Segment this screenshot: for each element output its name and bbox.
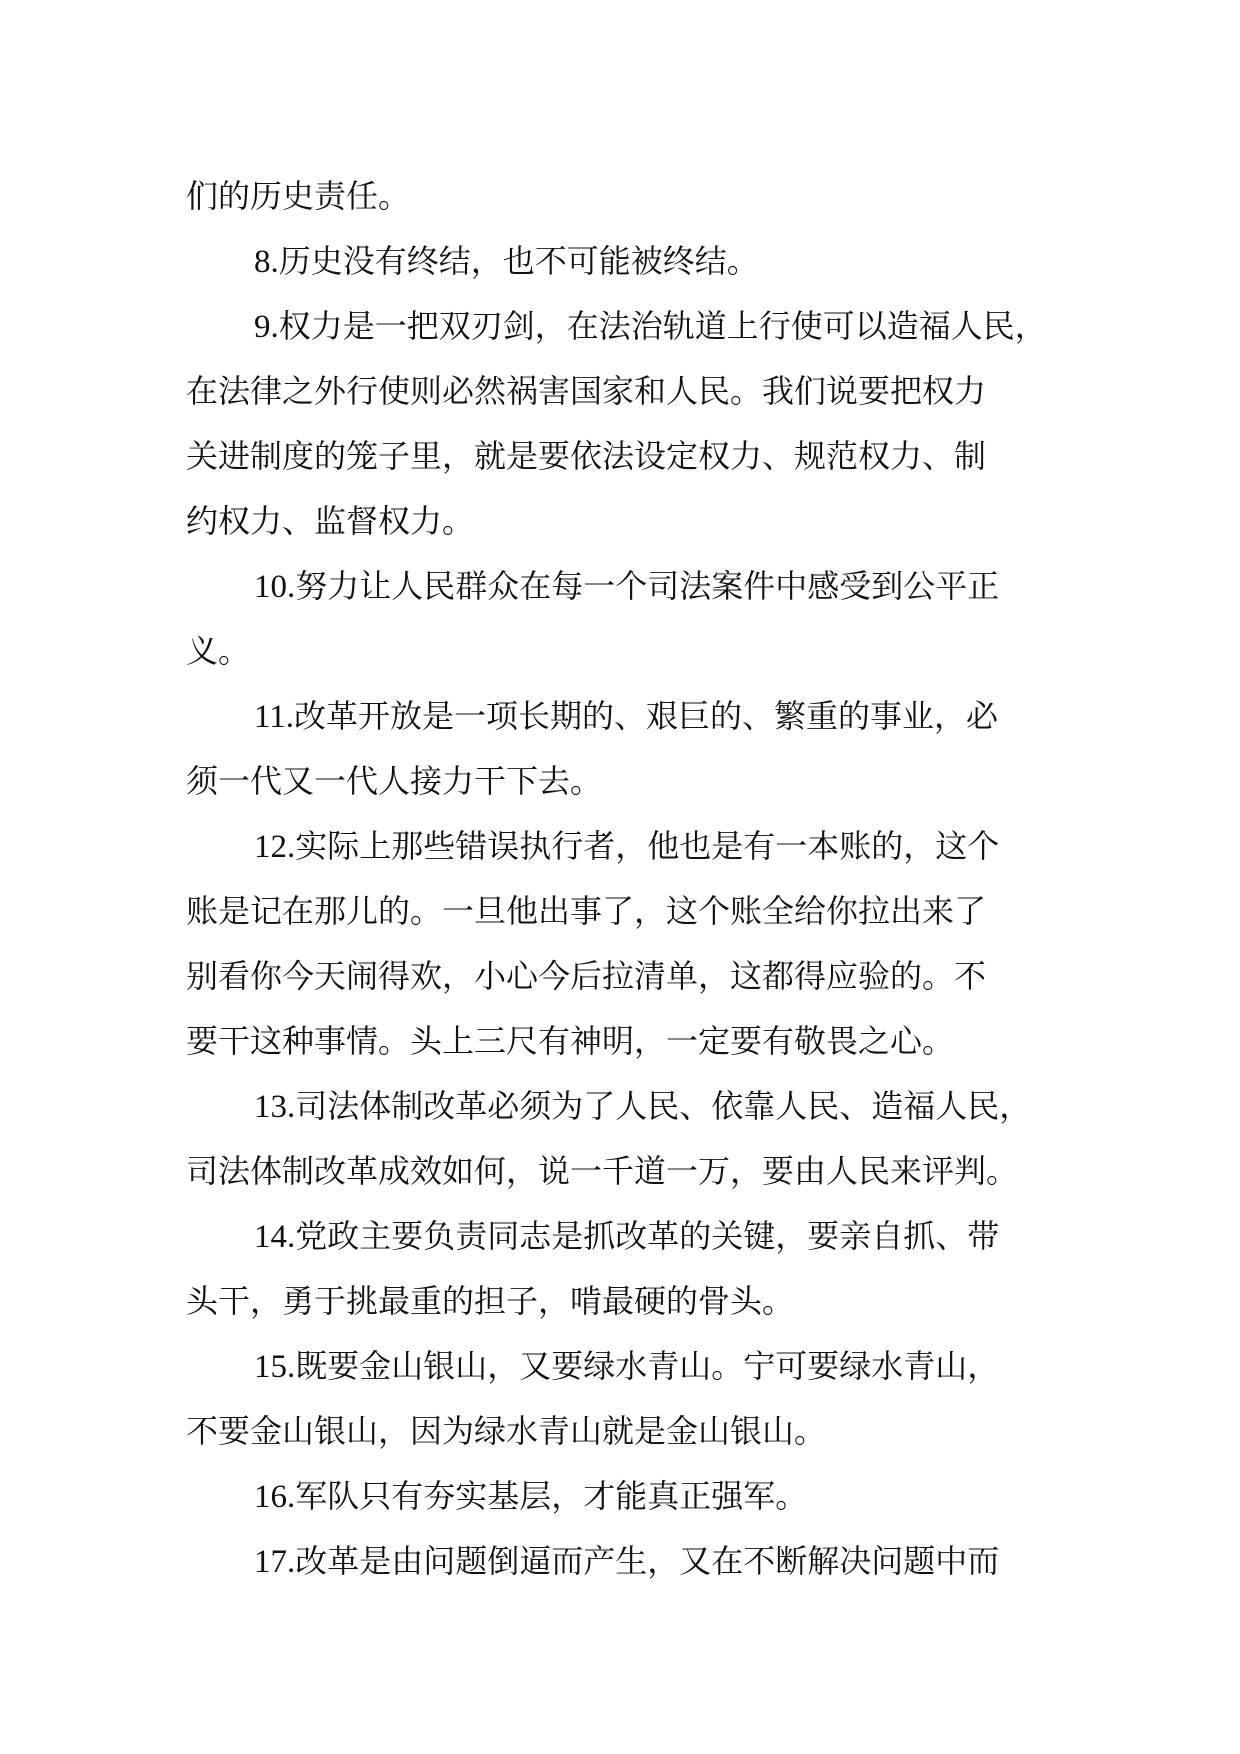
line-text: 在法律之外行使则必然祸害国家和人民。我们说要把权力 [186, 372, 987, 410]
text-line [186, 1204, 1092, 1269]
line-text: 义。 [186, 632, 251, 670]
item-number: 10. [254, 569, 296, 605]
text-line [186, 749, 1092, 814]
text-line [186, 619, 1092, 684]
text-line [186, 424, 1092, 489]
line-text: 们的历史责任。 [186, 177, 411, 215]
text-line [186, 944, 1092, 1009]
item-number: 9. [254, 309, 279, 345]
text-line [186, 879, 1092, 944]
line-text: 党政主要负责同志是抓改革的关键，要亲自抓、带 [295, 1217, 1000, 1255]
line-text: 司法体制改革必须为了人民、依靠人民、造福人民， [295, 1087, 1032, 1125]
text-line [186, 1139, 1092, 1204]
item-number: 15. [254, 1349, 296, 1385]
line-text: 既要金山银山，又要绿水青山。宁可要绿水青山， [295, 1347, 1000, 1385]
item-number: 12. [254, 829, 296, 865]
line-text: 约权力、监督权力。 [186, 502, 475, 540]
item-number: 16. [254, 1479, 296, 1515]
text-line [186, 1399, 1092, 1464]
text-line [186, 1009, 1092, 1074]
item-number: 8. [254, 244, 279, 280]
text-line [186, 1074, 1092, 1139]
line-text: 权力是一把双刃剑，在法治轨道上行使可以造福人民， [278, 307, 1047, 345]
text-line [186, 164, 1092, 229]
text-line [186, 1334, 1092, 1399]
line-text: 历史没有终结，也不可能被终结。 [278, 242, 759, 280]
line-text: 别看你今天闹得欢，小心今后拉清单，这都得应验的。不 [186, 957, 987, 995]
text-line [186, 1269, 1092, 1334]
item-number: 13. [254, 1089, 296, 1125]
text-line [186, 554, 1092, 619]
line-text: 努力让人民群众在每一个司法案件中感受到公平正 [295, 567, 1000, 605]
text-line [186, 489, 1092, 554]
line-text: 要干这种事情。头上三尺有神明，一定要有敬畏之心。 [186, 1022, 955, 1060]
line-text: 须一代又一代人接力干下去。 [186, 762, 603, 800]
text-line [186, 359, 1092, 424]
line-text: 账是记在那儿的。一旦他出事了，这个账全给你拉出来了 [186, 892, 987, 930]
line-text: 头干，勇于挑最重的担子，啃最硬的骨头。 [186, 1282, 795, 1320]
line-text: 司法体制改革成效如何，说一千道一万，要由人民来评判。 [186, 1152, 1019, 1190]
text-line [186, 684, 1092, 749]
text-line [186, 814, 1092, 879]
text-line [186, 229, 1092, 294]
text-line [186, 1464, 1092, 1529]
line-text: 关进制度的笼子里，就是要依法设定权力、规范权力、制 [186, 437, 987, 475]
text-line [186, 294, 1092, 359]
text-line [186, 1529, 1092, 1594]
line-text: 改革开放是一项长期的、艰巨的、繁重的事业，必 [294, 697, 999, 735]
line-text: 改革是由问题倒逼而产生，又在不断解决问题中而 [295, 1542, 1000, 1580]
item-number: 17. [254, 1544, 296, 1580]
line-text: 不要金山银山，因为绿水青山就是金山银山。 [186, 1412, 827, 1450]
item-number: 11. [254, 699, 295, 735]
line-text: 军队只有夯实基层，才能真正强军。 [295, 1477, 808, 1515]
item-number: 14. [254, 1219, 296, 1255]
text-body [186, 164, 1092, 1594]
line-text: 实际上那些错误执行者，他也是有一本账的，这个 [295, 827, 1000, 865]
